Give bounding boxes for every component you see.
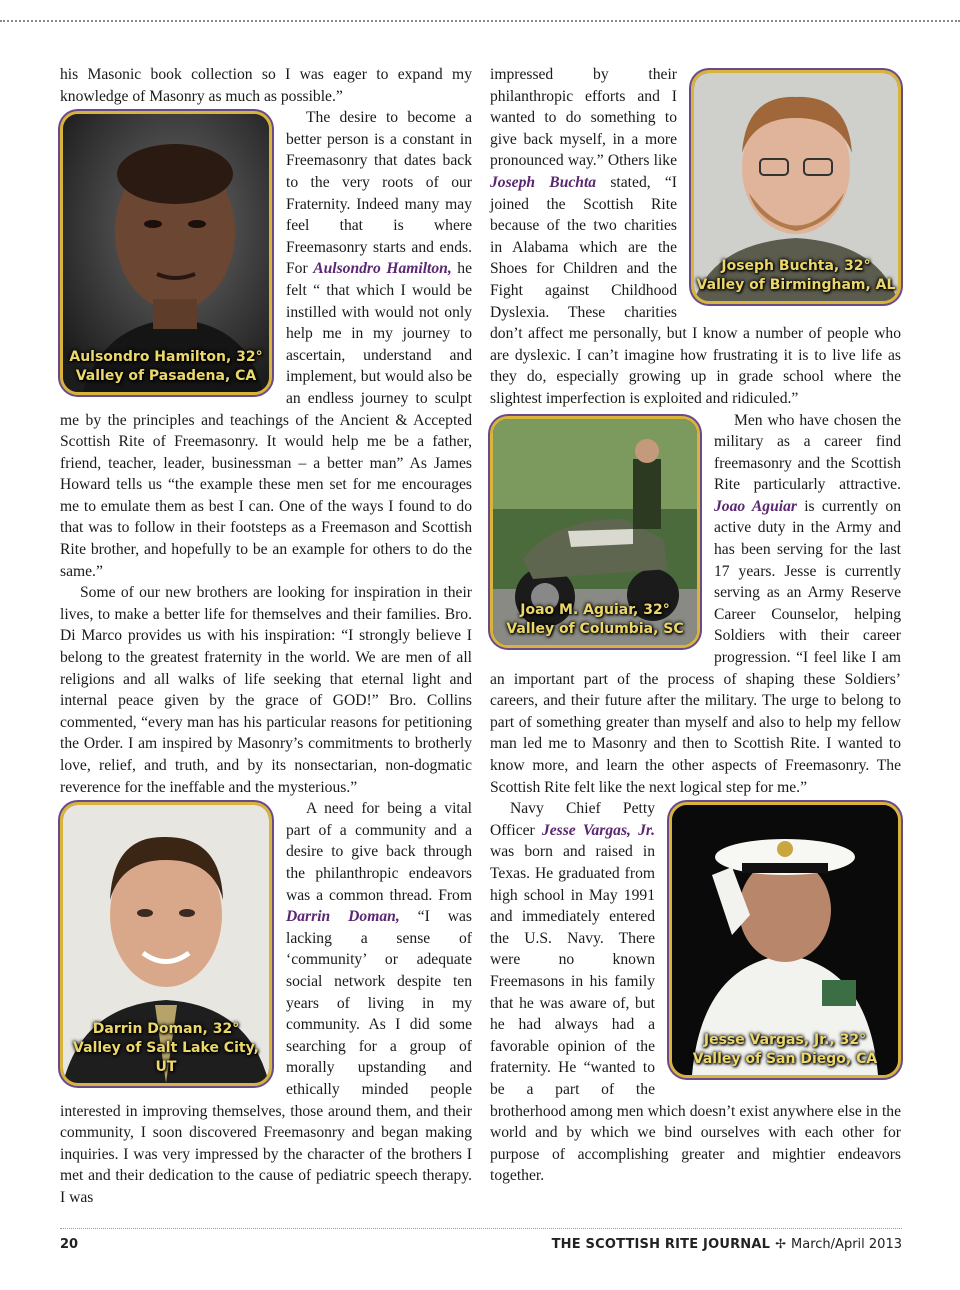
paragraph: Some of our new brothers are looking for inspiration in their lives, to make a better life for themselves and their families. Bro. Di Marco provides us with his inspiration: “I strongly believe I belong to the greatest fraternity in the world. We are men of all religions and all walks of life seeking that eternal light and internal peace given by the grace of GOD!” Bro. Collins commented, “every man has his particular reasons for petitioning the Order. I am inspired by Masonry’s commitments to brotherly love, relief, and truth, and by its nonsectarian, non-dogmatic reverence for the ineffable and the mysterious.” <box>60 584 472 796</box>
text-run: Men who have chosen the military as a career find freemasonry and the Scottish Rite particularly attractive. <box>714 411 901 494</box>
photo-jesse-vargas <box>669 802 901 1078</box>
text-run: The desire to become a better person is a constant in Freemasonry that dates back to the very roots of our Fraternity. Indeed many may feel that is where Freemasonry starts and ends. For <box>286 109 472 278</box>
text-run: was born and raised in Texas. He graduated from high school in May 1991 and immediately entered the U.S. Navy. There were no known Freemasons in his family that he was aware of, but he had always had a favorable opinion of the fraternity. He “wanted to be a part of the brotherhood among men which doesn’t exist anywhere else in the world and by which we bind ourselves with each other for purpose of accomplishing greater and mightier endeavors together. <box>490 843 901 1185</box>
photo-caption <box>493 601 697 639</box>
caption-name: Joao M. Aguiar, 32° <box>520 601 670 618</box>
text-run: A need for being a vital part of a community and a desire to give back through the philanthropic endeavors was a common thread. From <box>286 800 472 904</box>
member-name: Darrin Doman, <box>286 908 400 926</box>
photo-aulsondro-hamilton <box>60 111 272 395</box>
issue-date: March/April 2013 <box>791 1237 902 1252</box>
caption-valley: Valley of San Diego, CA <box>692 1051 878 1068</box>
photo-caption <box>672 1031 898 1069</box>
member-name: Joseph Buchta <box>490 173 597 191</box>
caption-valley: Valley of Pasadena, CA <box>75 368 257 385</box>
text-run: Navy Chief Petty Officer <box>490 800 655 839</box>
text-run: he felt “ that which I would be instilled with would not only help me in my journey to ascertain, understand and implement, but would also be an endless journey to sculpt me by the principles and teachings of the Ancient & Accepted Scottish Rite of Freemasonry. It would help me be a father, friend, teacher, leader, businessman – a better man” As James Howard tells us “the example these men set for me encourages me to emulate them as best I can. One of the ways I found to do that was to follow in their footsteps as a Freemason and Scottish Rite brother, and hopefully to be an example for others to do the same.” <box>60 260 472 580</box>
photo-darrin-doman <box>60 802 272 1086</box>
paragraph: his Masonic book collection so I was eager to expand my knowledge of Masonry as much as possible.” <box>60 66 472 105</box>
running-footer <box>552 1237 902 1252</box>
right-column <box>490 64 901 1187</box>
left-column <box>60 64 472 1208</box>
text-run: impressed by their philanthropic efforts and I wanted to do something to give back myself, in a more pronounced way.” Others like <box>490 66 677 170</box>
text-run: is currently on active duty in the Army and has been serving for the last 17 years. Jesse is currently serving as an Army Reserve Career Counselor, helping Soldiers with their career progression. “I feel like I am an important part of the process of shaping these Soldiers’ careers, and their future after the military. The urge to belong to part of something greater than myself and also to help my fellow man led me to Masonry and then to Scottish Rite. I wanted to know more, and learn the other aspects of Freemasonry. The Scottish Rite felt like the next logical step for me.” <box>490 497 901 796</box>
photo-caption <box>63 1020 269 1077</box>
caption-name: Jesse Vargas, Jr., 32° <box>703 1032 867 1049</box>
page-number: 20 <box>60 1237 79 1252</box>
cross-icon: ✢ <box>775 1237 787 1252</box>
photo-caption <box>694 257 898 295</box>
text-run: “I was lacking a sense of ‘community’ or adequate social network despite ten years of living in my community. As I did some searching for a group of morally upstanding and ethically minded people interested in improving themselves, those around them, and their community, I soon discovered Freemasonry and began making inquiries. I was very impressed by the character of the brothers I met and their dedication to the cause of pediatric speech therapy. I was <box>60 908 472 1206</box>
photo-joao-aguiar <box>490 416 700 648</box>
caption-valley: Valley of Salt Lake City, UT <box>73 1040 259 1076</box>
text-run: stated, “I joined the Scottish Rite because of the two charities in Alabama which are the Shoes for Children and the Fight against Childhood Dyslexia. These charities don’t affect me personally, but I know a number of people who are dyslexic. I can’t imagine how frustrating it is to live life as they do, especially growing up in grade school where the slightest imperfection is exploited and ridiculed.” <box>490 173 901 407</box>
caption-name: Joseph Buchta, 32° <box>721 258 871 274</box>
caption-name: Darrin Doman, 32° <box>92 1021 240 1038</box>
bottom-dotted-rule <box>60 1228 902 1229</box>
member-name: Jesse Vargas, Jr. <box>541 821 656 839</box>
top-dotted-rule <box>0 20 960 22</box>
journal-title: THE SCOTTISH RITE JOURNAL <box>551 1237 771 1252</box>
photo-caption <box>63 348 269 386</box>
caption-valley: Valley of Birmingham, AL <box>696 277 896 293</box>
member-name: Joao Aguiar <box>714 497 797 515</box>
caption-name: Aulsondro Hamilton, 32° <box>69 349 263 366</box>
caption-valley: Valley of Columbia, SC <box>506 620 684 637</box>
member-name: Aulsondro Hamilton, <box>313 260 452 278</box>
photo-joseph-buchta <box>691 70 901 304</box>
